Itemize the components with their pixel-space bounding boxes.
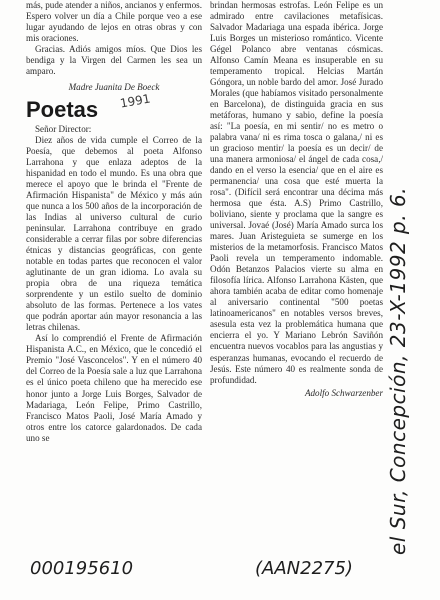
article-paragraph-2: Así lo comprendió el Frente de Afirmación Hispanista A.C., en México, que le concedió el Premio "José Vasconcelos". Y en el número 40 del Correo de la Poesía sale a luz que Larrahona es el único poeta chileno que ha merecido ese honor junto a Jorge Luis Borges, Salvador de Madariaga, León Felipe, Primo Castrillo, Francisco Matos Paoli, José María Amado y otros entre los catorce galardonados. De cada uno se: [26, 333, 202, 443]
letter-signature: Madre Juanita De Boeck: [68, 82, 160, 93]
handwritten-source-note: [386, 186, 410, 555]
right-column: [210, 0, 383, 399]
article-signature: Adolfo Schwarzenber: [304, 387, 383, 398]
letter-paragraph-1: más, pude atender a niños, ancianos y enfermos. Espero volver un día a Chile porque veo a ese lugar ayudando de lejos en otras obras y con mis oraciones.: [26, 0, 202, 44]
article-title: Poetas: [26, 97, 99, 123]
letter-paragraph-2: Gracias. Adiós amigos míos. Que Dios les bendiga y la Virgen del Carmen les sea un amparo.: [26, 44, 202, 77]
handwritten-document-id: 000195610: [30, 558, 134, 579]
handwritten-catalog-id: (AAN2275): [255, 558, 353, 579]
handwritten-year: 1991: [118, 91, 152, 111]
salutation: Señor Director:: [35, 124, 92, 135]
article-paragraph-1: Diez años de vida cumple el Correo de la Poesía, que debemos al poeta Alfonso Larrahona y que enlaza adeptos de la hispanidad en todo el mundo. Es una obra que merece el apoyo que le brinda el "Frente de Afirmación Hispanista" de México y más aún que nunca a los 500 años de la incorporación de las Indias al universo cultural de curio peninsular. Larrahona contribuye en grado considerable a cerrar filas por sobre diferencias étnicas y distancias geográficas, con gente notable en todas partes que reconocen el valor aglutinante de un gran idioma. Lo avala su propia obra de una riqueza temática sorprendente y un estilo suelto de dominio absoluto de las formas. Pertenece a los vates que podrán aportar aún mayor resonancia a las letras chilenas.: [26, 135, 202, 333]
article-header: [26, 91, 202, 124]
left-column: [26, 0, 202, 444]
article-paragraph-3: brindan hermosas estrofas. León Felipe es un admirado entre cavilaciones metafísicas. Salvador Madariaga una espada ibérica. Jorge Luis Borges un misterioso romántico. Vicente Gégel Polanco abre ventanas cósmicas. Alfonso Camín Meana es insuperable en su temperamento tropical. Helcias Martán Góngora, un noble bardo del amor. José Jurado Morales (que habíamos visitado personalmente en Barcelona), de distinguida gracia en sus metáforas, humano y sabio, define la poesía así: "La poesía, en mi sentir/ no es metro o palabra vana/ ni es rima tosca o galana,/ ni es un gracioso mentir/ la poesía es un decir/ de una manera armoniosa/ el ángel de cada cosa,/ dando en el verso la esencia/ que en el aire es permanencia/ una cosa que esté muerta la rosa". (Difícil será encontrar una décima más hermosa que ésta. A.S) Primo Castrillo, boliviano, siente y proclama que la sangre es universal. Jovaé (José) María Amado surca los mares. Juan Aristeguieta se sumerge en los misterios de la metamorfosis. Francisco Matos Paoli revela un temperamento indomable. Odón Betanzos Palacios vierte su alma en filosofía lírica. Alfonso Larrahona Kästen, que ahora también acaba de editar como homenaje al aniversario continental "500 poetas latinoamericanos" en notables versos breves, asesula esta vez la problemática humana que encierra el yo. Y Mariano Lebrón Saviñón encuentra nuevos vocablos para las angustias y esperanzas humanas, evocando el recuerdo de Jesús. Este número 40 es realmente sonda de profundidad.: [210, 0, 383, 385]
handwritten-source-text: el Sur, Concepción, 23-X-1992 p. 6.: [386, 186, 410, 555]
